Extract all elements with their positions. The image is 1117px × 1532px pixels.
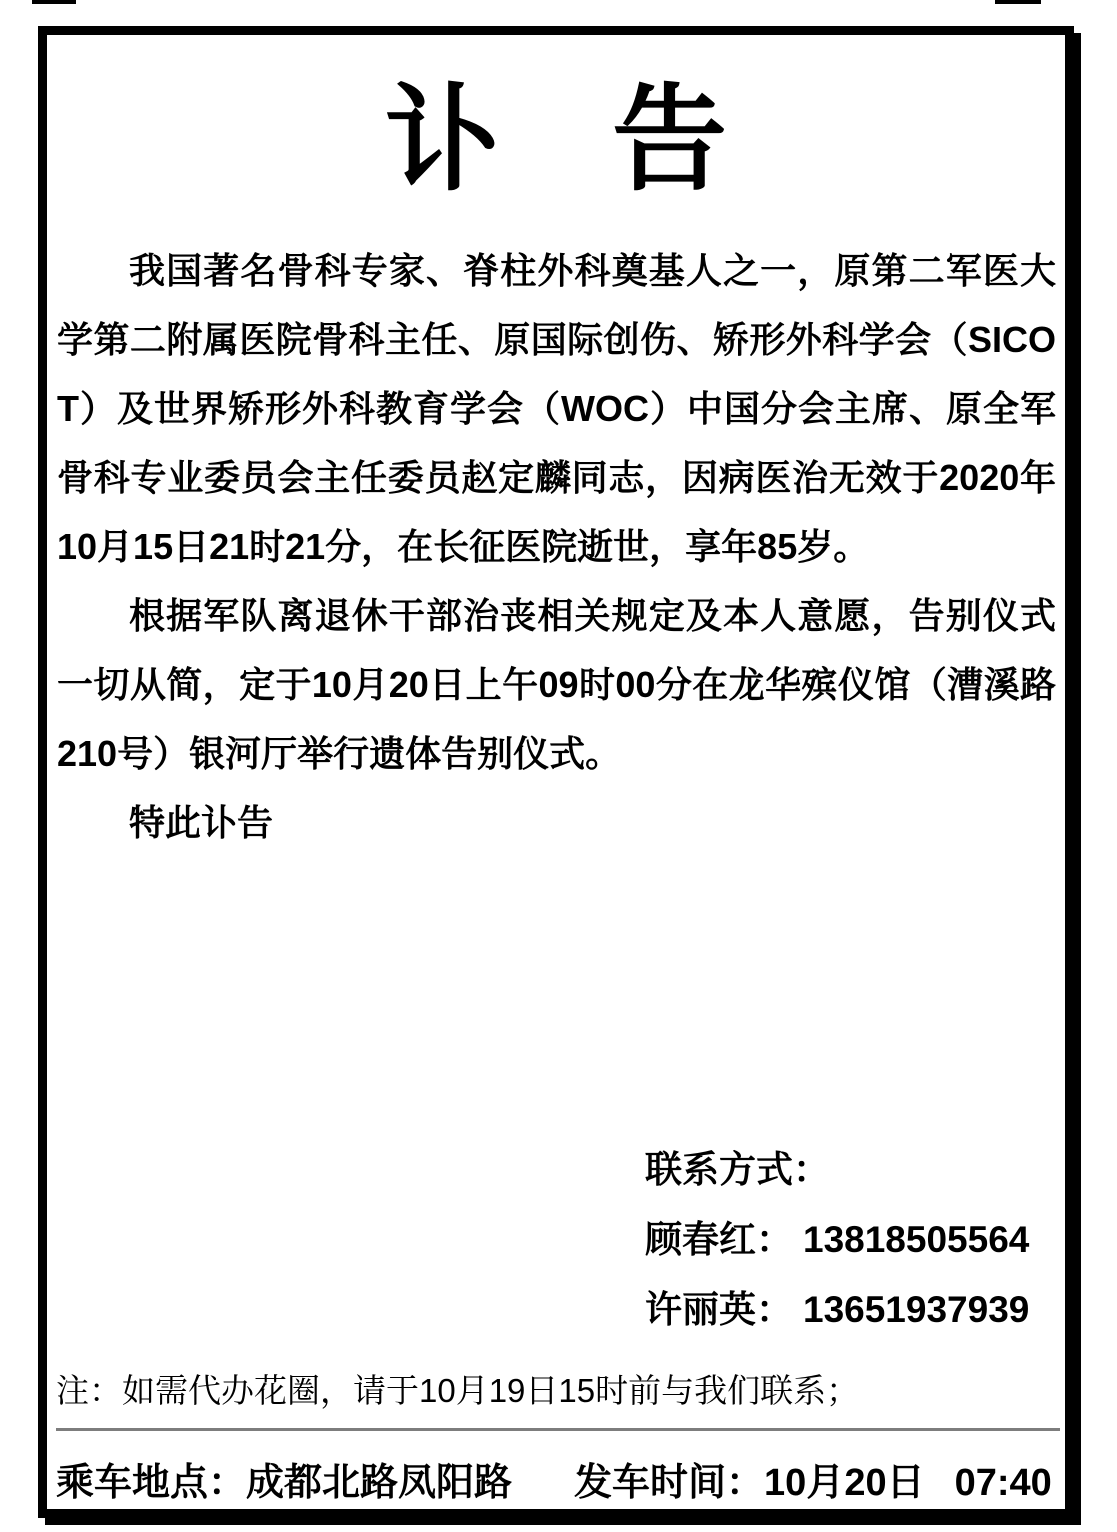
boarding-label: 乘车地点： [56, 1462, 247, 1504]
notice-title [47, 76, 1065, 204]
top-edge-artifact-right [995, 0, 1041, 4]
title-char-first: 讣 [384, 76, 500, 204]
departure-date: 10月20日 [764, 1462, 925, 1504]
title-char-second: 告 [612, 76, 728, 204]
contact-section [645, 1135, 1029, 1345]
contact-name: 许丽英： [645, 1289, 793, 1330]
contact-phone: 13651937939 [803, 1289, 1030, 1330]
bus-info-line [56, 1451, 1052, 1506]
contact-heading: 联系方式： [645, 1149, 830, 1190]
contact-phone: 13818505564 [803, 1219, 1030, 1260]
boarding-value: 成都北路凤阳路 [246, 1462, 513, 1504]
wreath-note: 注：如需代办花圈，请于10月19日15时前与我们联系； [56, 1372, 860, 1409]
top-edge-artifact-left [32, 0, 76, 4]
contact-name: 顾春红： [645, 1219, 793, 1260]
obituary-notice-frame [38, 26, 1074, 1518]
contact-entry [645, 1205, 1029, 1275]
departure-label: 发车时间： [574, 1462, 765, 1504]
paragraph-closing: 特此讣告 [129, 802, 274, 843]
footer-divider [56, 1428, 1060, 1431]
notice-body [57, 236, 1056, 857]
paragraph-ceremony: 根据军队离退休干部治丧相关规定及本人意愿，告别仪式一切从简，定于10月20日上午09时00分在龙华殡仪馆（漕溪路210号）银河厅举行遗体告别仪式。 [57, 595, 1056, 774]
departure-time: 07:40 [954, 1462, 1052, 1504]
contact-entry [645, 1275, 1029, 1345]
paragraph-biography: 我国著名骨科专家、脊柱外科奠基人之一，原第二军医大学第二附属医院骨科主任、原国际创伤、矫形外科学会（SICOT）及世界矫形外科教育学会（WOC）中国分会主席、原全军骨科专业委员会主任委员赵定麟同志，因病医治无效于2020年10月15日21时21分，在长征医院逝世，享年85岁。 [57, 250, 1056, 567]
